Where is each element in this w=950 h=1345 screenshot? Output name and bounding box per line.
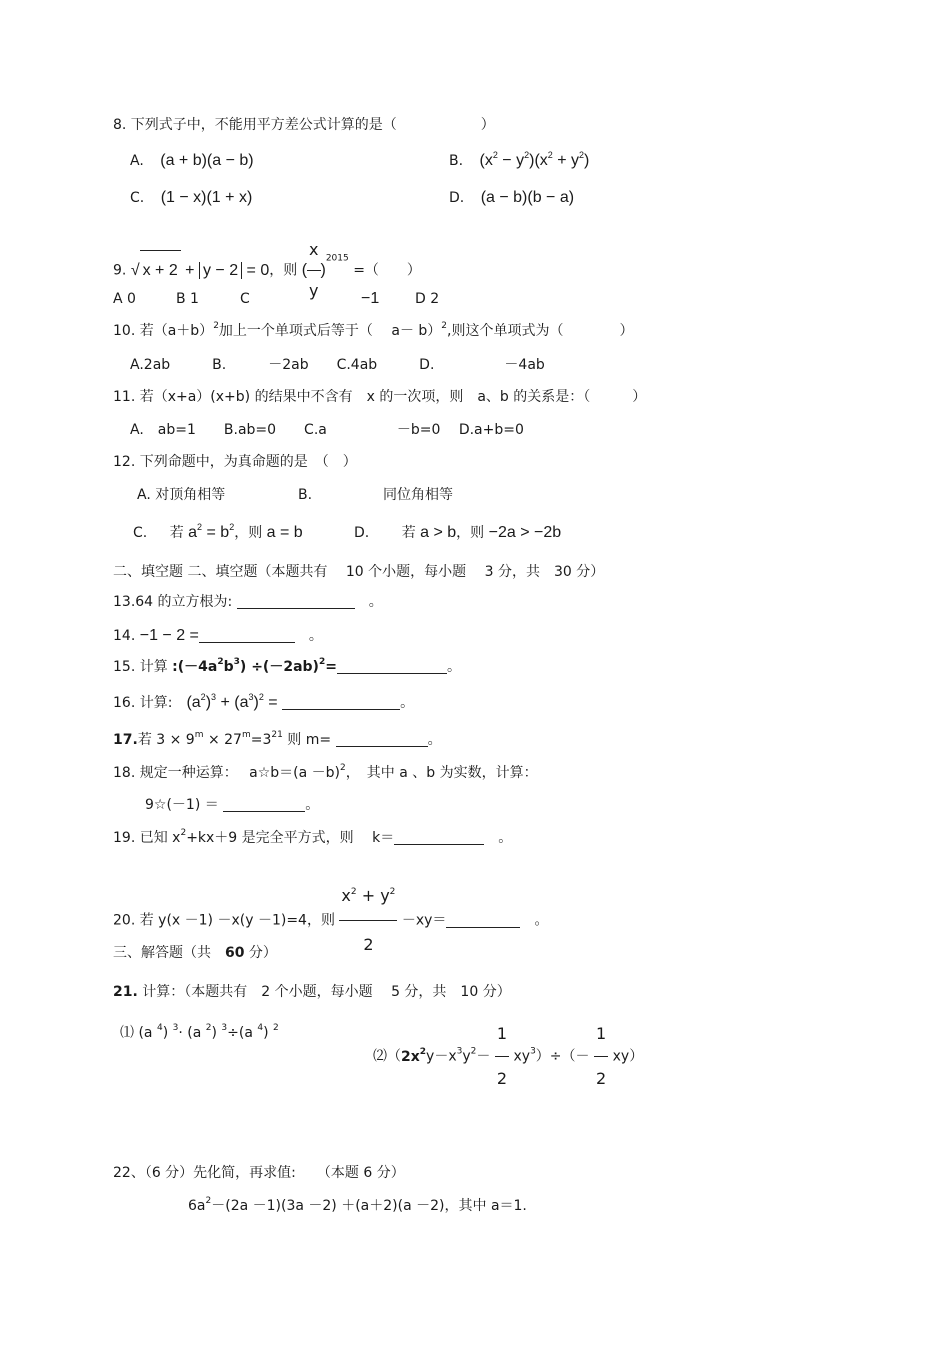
q9-number: 9. — [113, 262, 127, 279]
q15-answer-blank[interactable] — [337, 659, 447, 674]
q8-a-expr: (a + b)(a − b) — [160, 152, 254, 169]
q11-choices: A. ab=1 B.ab=0 C.a －b=0 D.a+b=0 — [130, 422, 524, 438]
q20-answer-blank[interactable] — [446, 913, 520, 928]
q8-stem: 8. 下列式子中，不能用平方差公式计算的是（ ） — [113, 117, 495, 133]
section-2-heading: 二、填空题 二、填空题（本题共有 10 个小题，每小题 3 分，共 30 分） — [113, 564, 605, 580]
q22-stem: 22、（6 分）先化简，再求值: （本题 6 分） — [113, 1165, 405, 1181]
q9-choice-a: A 0 — [113, 291, 136, 307]
q20: 20. 若 y(x －1) －x(y －1)=4，则 $\frac{x^2 + y^2}{2}$ －xy＝ 。 — [113, 872, 548, 924]
q16-answer-blank[interactable] — [282, 695, 400, 710]
q8-option-c — [130, 189, 252, 207]
q8-d-label: D. — [449, 190, 465, 206]
q8-c-expr: (1 − x)(1 + x) — [160, 189, 253, 206]
q13-answer-blank[interactable] — [237, 594, 355, 609]
q12-stem: 12. 下列命题中，为真命题的是 （ ） — [113, 454, 357, 470]
q18: 18. 规定一种运算： a☆b＝(a －b)$^2$， 其中 a 、b 为实数，计算： — [113, 763, 538, 781]
q8-option-a — [130, 152, 254, 170]
q11-stem: 11. 若（x+a）(x+b) 的结果中不含有 x 的一次项，则 a、b 的关系是：（ ） — [113, 389, 647, 405]
q21-part-1: ⑴ (a $^4$) $^3$· (a $^2$) $^3$÷(a $^4$) $^2$ — [120, 1023, 279, 1041]
q9-stem: 9. √ x + 2 + y − 2 = 0，则 ( $\frac{x}{y}$ )$^{2015}$ =（ ） — [113, 230, 421, 274]
q13: 13.64 的立方根为: 。 — [113, 594, 383, 610]
q12-option-b: 同位角相等 — [383, 487, 453, 503]
q10-stem: 10. 若$(a+b)^2$加上一个单项式后等于（ a－ b）$^2$,则这个单项式为（ ） — [113, 321, 634, 339]
q18-line-2: 9☆(－1) ＝ 。 — [145, 797, 320, 813]
q19: 19. 已知 $x^2+kx+9$ 是完全平方式，则 k＝ 。 — [113, 828, 513, 846]
q8-d-expr: (a − b)(b − a) — [480, 189, 575, 206]
q9-choice-c: C — [240, 291, 250, 307]
q9-choice-d: D 2 — [415, 291, 440, 307]
q21-part-2: $⑵(2x^2y-x^3y^2-$ $\frac{1}{2}$ $xy^3)\div(-$ $\frac{1}{2}$ xy） — [373, 1012, 643, 1060]
q22-expression: $6a^2-(2a -1)(3a -2) +(a+2)(a -2)$，其中 a＝1. — [188, 1196, 527, 1214]
q9-choice-c-value: −1 — [361, 290, 380, 307]
q18-answer-blank[interactable] — [223, 797, 305, 812]
q15: 15. 计算 $:(-4a^2b^3) \div(-2ab)^2=$ 。 — [113, 657, 461, 675]
q21-stem: 21. 计算：（本题共有 2 个小题，每小题 5 分，共 10 分） — [113, 984, 511, 1000]
q14: 14. −1 − 2 = 。 — [113, 627, 323, 644]
q8-b-label: B. — [449, 153, 464, 169]
q8-b-expr: $(x^2 - y^2)(x^2 + y^2)$ — [479, 150, 590, 169]
q8-a-label: A. — [130, 153, 144, 169]
q12-option-d: D. 若 a > b，则 −2a > −2b — [354, 524, 562, 541]
q17-answer-blank[interactable] — [336, 732, 428, 747]
q9-exponent: 2015 — [325, 253, 349, 264]
q12-option-c: C. 若 $a^2 = b^2$，则 a = b — [133, 522, 303, 541]
section-3-heading: 三、解答题（共 60 分） — [113, 945, 277, 961]
q9-fraction: $\frac{x}{y}$ — [307, 230, 320, 311]
q16: 16. 计算: $(a^2)^3 + (a^3)^2$ = 。 — [113, 692, 415, 711]
q12-option-a: A. 对顶角相等 — [137, 487, 226, 503]
q20-fraction: $\frac{x^2 + y^2}{2}$ — [339, 872, 397, 969]
q12-option-b-label: B. — [298, 487, 313, 503]
q8-c-label: C. — [130, 190, 145, 206]
q9-tail: =（ ） — [353, 262, 421, 279]
q9-choice-b: B 1 — [176, 291, 199, 307]
q10-choices: A.2ab B. －2ab C.4ab D. －4ab — [130, 357, 545, 373]
q19-answer-blank[interactable] — [394, 830, 484, 845]
q8-option-b — [449, 152, 589, 170]
q17: 17.若 $3 \times 9^m \times 27^m=3^{21}$ 则 m= 。 — [113, 730, 442, 748]
q14-answer-blank[interactable] — [199, 628, 295, 643]
q8-option-d — [449, 189, 574, 207]
